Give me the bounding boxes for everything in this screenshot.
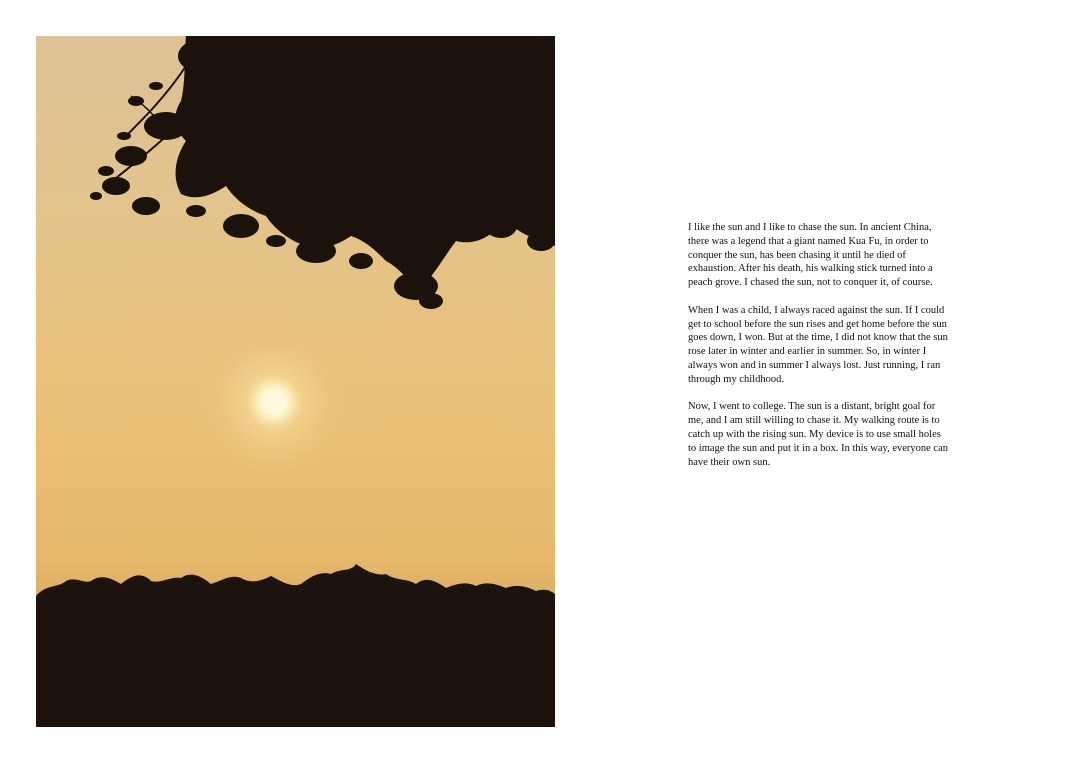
essay-text bbox=[688, 221, 950, 483]
paragraph-2: When I was a child, I always raced against the sun. If I could get to school before the sun rises and get home before the sun goes down, I won. But at the time, I did not know that the sun rose later in winter and earlier in summer. So, in winter I always won and in summer I always lost. Just running, I ran through my childhood. bbox=[688, 304, 948, 385]
sunset-scene bbox=[36, 36, 555, 727]
sun-disc bbox=[261, 389, 287, 415]
treeline bbox=[36, 564, 555, 727]
paragraph-3: Now, I went to college. The sun is a distant, bright goal for me, and I am still willing to chase it. My walking route is to catch up with the rising sun. My device is to use small holes to image the sun and put it in a box. In this way, everyone can have their own sun. bbox=[688, 401, 949, 468]
sunset-tree-photo bbox=[36, 36, 555, 727]
paragraph-1: I like the sun and I like to chase the sun. In ancient China, there was a legend that a giant named Kua Fu, in order to conquer the sun, has been chasing it until he died of exhaustion. After his death, his walking stick turned into a peach grove. I chased the sun, not to conquer it, of course. bbox=[688, 222, 933, 289]
